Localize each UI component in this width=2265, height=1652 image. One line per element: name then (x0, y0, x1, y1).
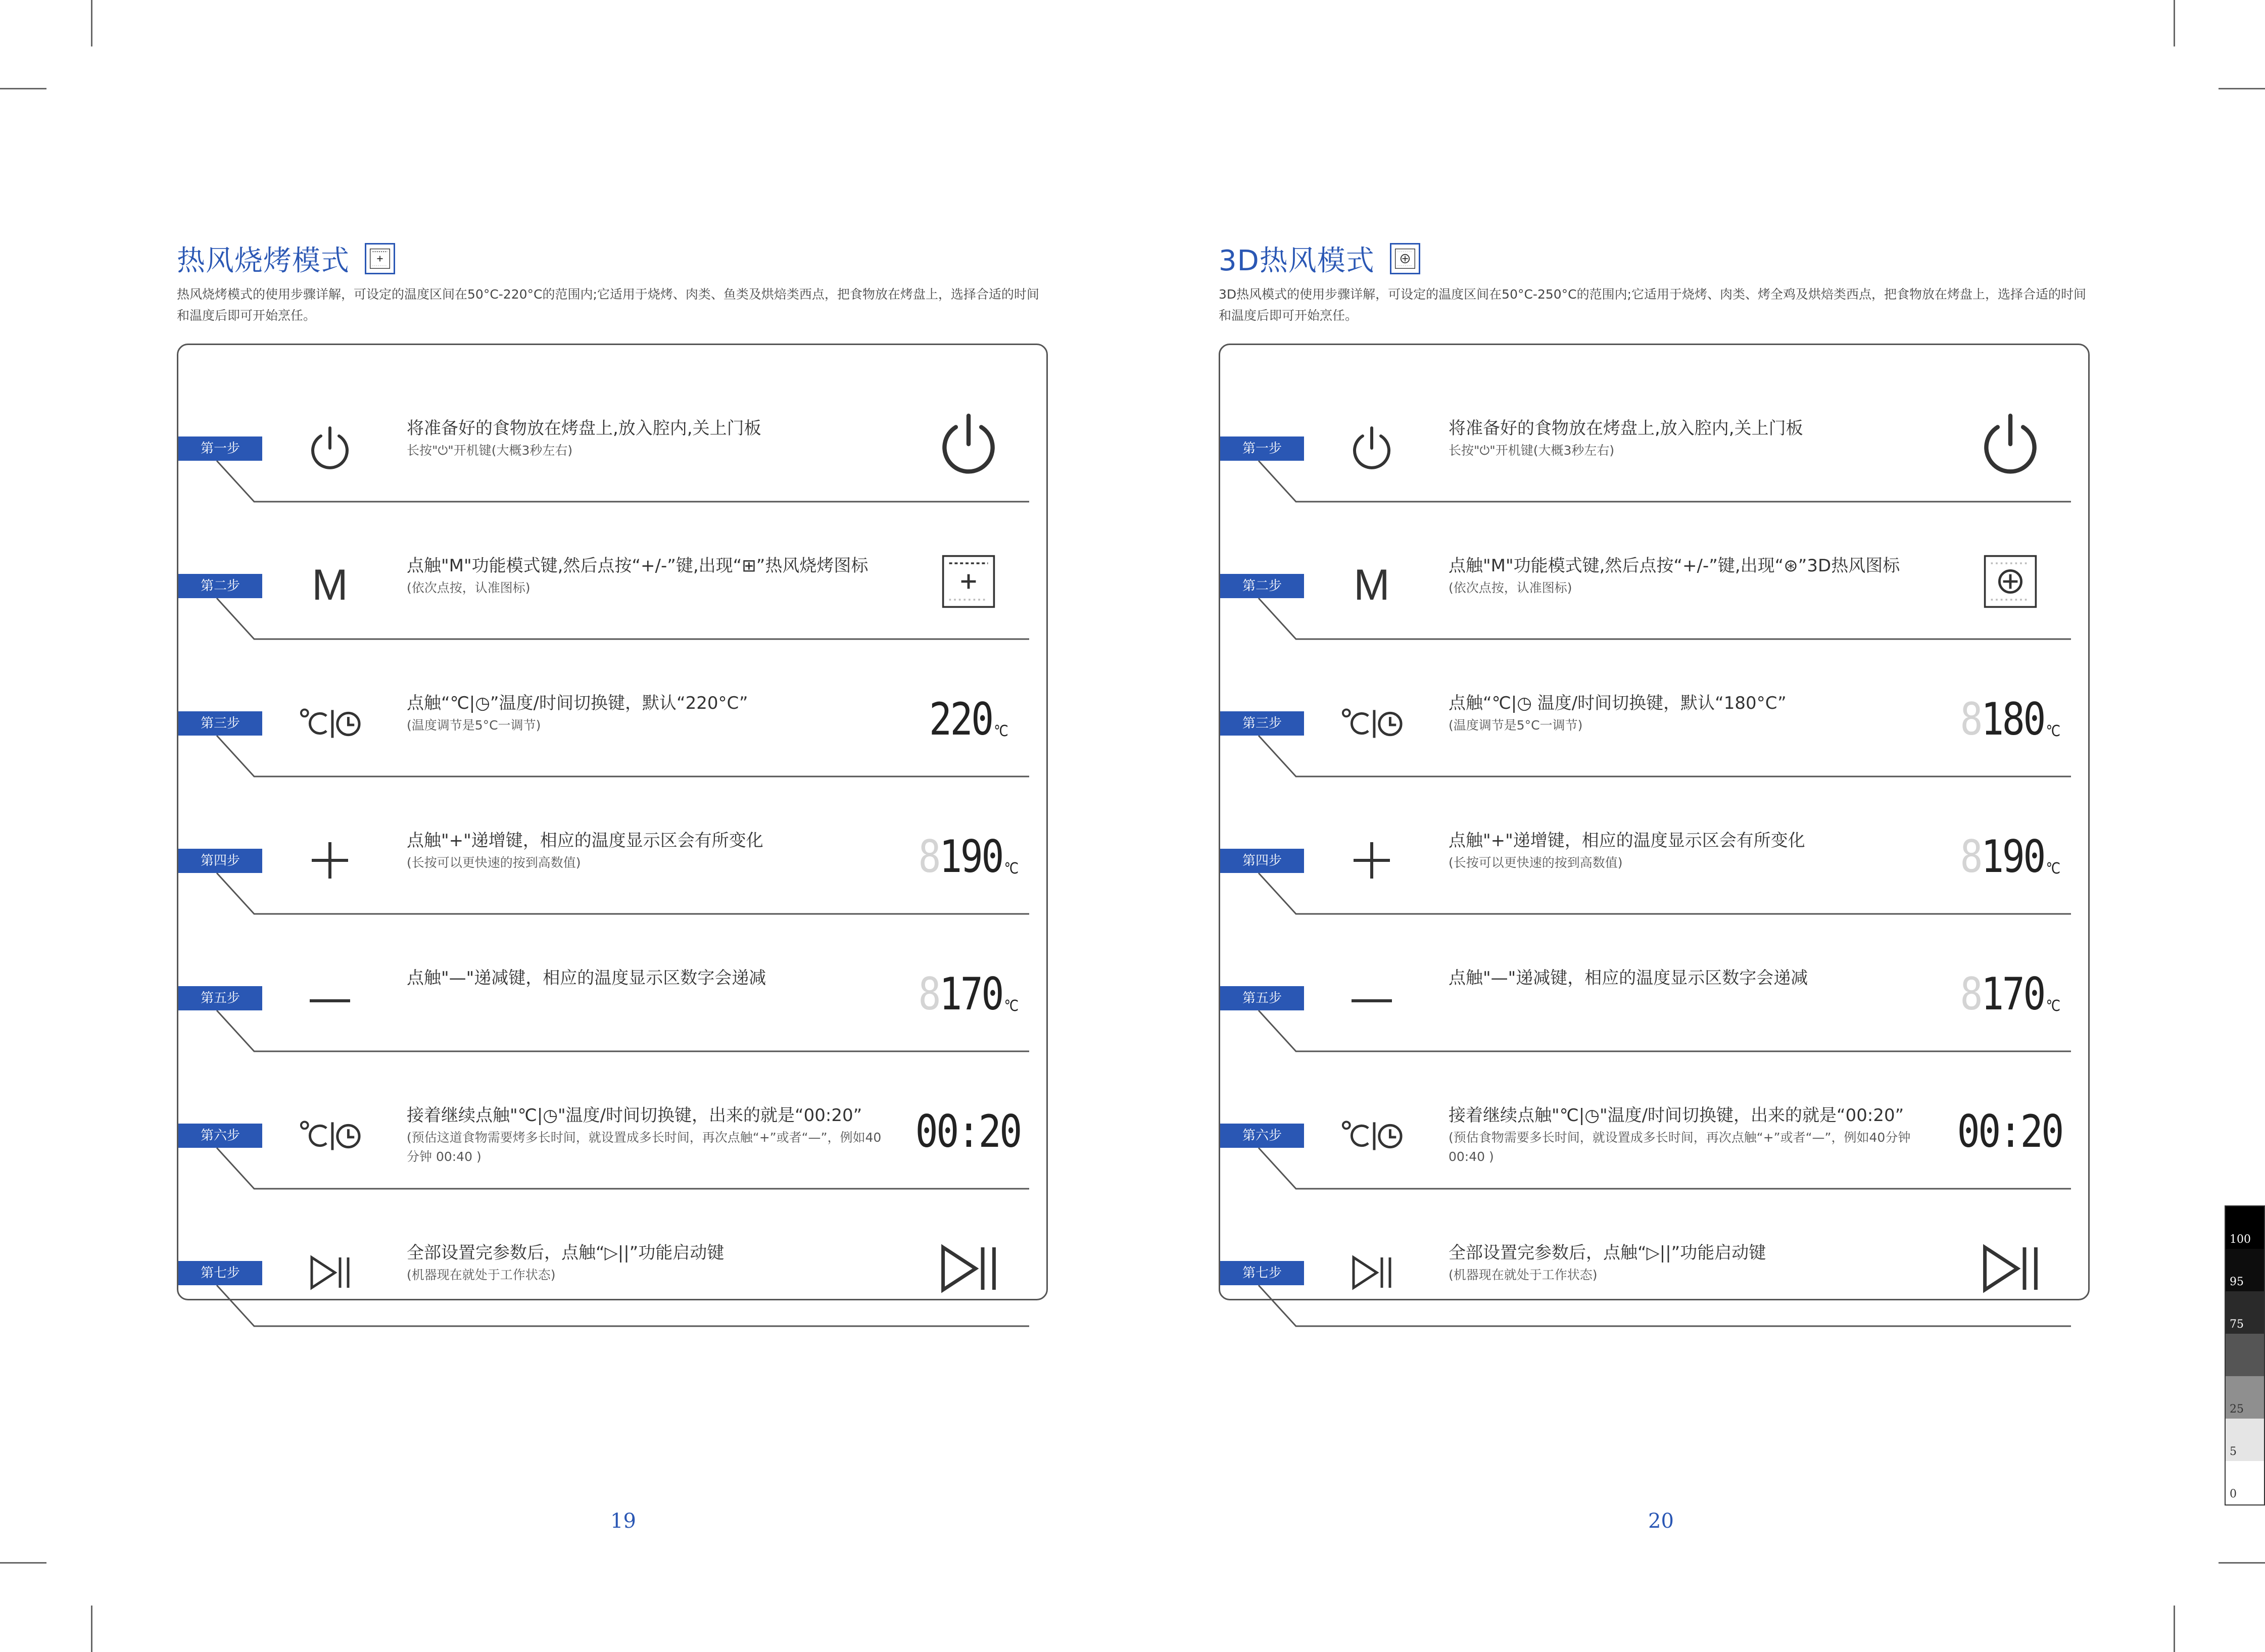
temp-time-toggle-icon (1339, 1103, 1404, 1168)
step-note-text: 长按"⏻"开机键(大概3秒左右) (407, 443, 573, 458)
crop-mark (91, 0, 92, 46)
3d-fan-mode-icon (1950, 535, 2071, 628)
power-icon (1950, 398, 2071, 491)
lcd-value: 190 (939, 830, 1003, 883)
step-label-badge: 第四步 (178, 849, 262, 873)
lcd-readout (908, 947, 1029, 1040)
intro-paragraph: 热风烧烤模式的使用步骤详解，可设定的温度区间在50°C-220°C的范围内;它适用于烧烤、肉类、鱼类及烘焙类西点，把食物放在烤盘上，选择合适的时间和温度后即可开始烹任。 (177, 287, 1039, 323)
step-row (178, 515, 1049, 652)
page-number: 19 (610, 1510, 636, 1533)
step-main-text: 点触"M"功能模式键,然后点按“+/-”键,出现“⊞”热风烧烤图标 (407, 556, 869, 576)
scale-label: 25 (2230, 1403, 2244, 1416)
step-note-text: (温度调节是5°C一调节) (1449, 718, 1583, 733)
minus-icon (298, 965, 362, 1030)
plus-icon (1339, 828, 1404, 893)
step-main-text: 全部设置完参数后，点触“▷||”功能启动键 (1449, 1243, 1766, 1263)
step-instructions (407, 965, 887, 991)
crop-mark (2174, 0, 2175, 46)
step-main-text: 点触"—"递减键，相应的温度显示区数字会递减 (407, 968, 766, 988)
step-main-text: 点触“℃|◷”温度/时间切换键，默认“220°C” (407, 693, 748, 713)
step-instructions (1449, 965, 1929, 991)
svg-text:M: M (312, 561, 348, 609)
step-row (1220, 515, 2091, 652)
scale-label: 95 (2230, 1276, 2244, 1288)
step-main-text: 点触“℃|◷ 温度/时间切换键，默认“180°C” (1449, 693, 1787, 713)
step-label-badge: 第七步 (1220, 1261, 1304, 1285)
lcd-value: 180 (1981, 693, 2045, 745)
scale-swatch (2226, 1291, 2264, 1334)
lcd-ghost-digit: 8 (918, 967, 940, 1020)
lcd-value: 00:20 (1957, 1105, 2062, 1157)
plus-icon (298, 828, 362, 893)
lcd-unit: ℃ (1004, 997, 1019, 1015)
step-instructions (407, 1240, 887, 1285)
step-note-text: 长按"⏻"开机键(大概3秒左右) (1449, 443, 1615, 458)
step-row (178, 652, 1049, 790)
steps-panel (177, 344, 1048, 1300)
step-instructions (1449, 1240, 1929, 1285)
step-row (1220, 790, 2091, 927)
lcd-readout (908, 672, 1029, 765)
minus-icon (1339, 965, 1404, 1030)
step-label-badge: 第六步 (178, 1124, 262, 1148)
crop-mark (2219, 1562, 2265, 1564)
lcd-readout (1950, 810, 2071, 903)
step-main-text: 点触"M"功能模式键,然后点按“+/-”键,出现“⊛”3D热风图标 (1449, 556, 1900, 576)
crop-mark (0, 1562, 46, 1564)
step-label-badge: 第六步 (1220, 1124, 1304, 1148)
scale-label: 5 (2230, 1445, 2237, 1458)
step-instructions (1449, 828, 1929, 872)
step-instructions (407, 1103, 887, 1167)
step-row (178, 1064, 1049, 1202)
step-note-text: (温度调节是5°C一调节) (407, 718, 541, 733)
play-pause-icon (908, 1222, 1029, 1315)
lcd-value: 170 (939, 967, 1003, 1020)
step-label-badge: 第三步 (178, 711, 262, 736)
svg-text:M: M (1354, 561, 1390, 609)
scale-swatch (2226, 1334, 2264, 1376)
step-instructions (407, 416, 887, 460)
lcd-value: 220 (929, 693, 992, 745)
step-label-badge: 第七步 (178, 1261, 262, 1285)
page-title-row (177, 237, 395, 280)
step-note-text: (长按可以更快速的按到高数值) (1449, 855, 1623, 870)
scale-swatch (2226, 1461, 2264, 1503)
page-title-row (1219, 237, 1420, 280)
step-note-text: (依次点按，认准图标) (1449, 580, 1572, 595)
play-pause-icon (1339, 1240, 1404, 1305)
play-pause-icon (1950, 1222, 2071, 1315)
temp-time-toggle-icon (298, 691, 362, 755)
scale-label: 75 (2230, 1318, 2244, 1331)
grill-fan-mode-icon (908, 535, 1029, 628)
lcd-unit: ℃ (2046, 859, 2061, 878)
step-row (1220, 927, 2091, 1064)
step-main-text: 接着继续点触"℃|◷"温度/时间切换键，出来的就是“00:20” (1449, 1105, 1904, 1126)
step-instructions (1449, 691, 1929, 735)
scale-swatch (2226, 1376, 2264, 1419)
step-row (1220, 1202, 2091, 1339)
power-icon (908, 398, 1029, 491)
lcd-ghost-digit: 8 (1960, 830, 1982, 883)
mode-m-icon (1339, 553, 1404, 618)
play-pause-icon (298, 1240, 362, 1305)
step-main-text: 点触"+"递增键，相应的温度显示区会有所变化 (1449, 831, 1805, 851)
page-number: 20 (1648, 1510, 1674, 1533)
page-title: 热风烧烤模式 (177, 245, 350, 277)
step-row (178, 377, 1049, 515)
step-main-text: 将准备好的食物放在烤盘上,放入腔内,关上门板 (1449, 418, 1803, 439)
crop-mark (0, 88, 46, 89)
lcd-ghost-digit: 8 (1960, 967, 1982, 1020)
step-instructions (1449, 553, 1929, 598)
step-instructions (1449, 416, 1929, 460)
step-label-badge: 第一步 (1220, 436, 1304, 461)
temp-time-toggle-icon (298, 1103, 362, 1168)
step-row (178, 927, 1049, 1064)
step-note-text: (长按可以更快速的按到高数值) (407, 855, 581, 870)
step-main-text: 点触"+"递增键，相应的温度显示区会有所变化 (407, 831, 763, 851)
lcd-readout (1950, 1085, 2071, 1178)
lcd-unit: ℃ (2046, 722, 2061, 740)
step-label-badge: 第五步 (178, 986, 262, 1010)
crop-mark (2219, 88, 2265, 89)
step-main-text: 全部设置完参数后，点触“▷||”功能启动键 (407, 1243, 725, 1263)
step-row (1220, 377, 2091, 515)
step-note-text: (预估这道食物需要烤多长时间，就设置成多长时间，再次点触“+”或者“—”，例如40分钟 00:40 ) (407, 1130, 882, 1164)
lcd-readout (1950, 947, 2071, 1040)
page-title: 3D热风模式 (1219, 245, 1375, 277)
step-label-badge: 第五步 (1220, 986, 1304, 1010)
step-main-text: 接着继续点触"℃|◷"温度/时间切换键，出来的就是“00:20” (407, 1105, 862, 1126)
step-note-text: (依次点按，认准图标) (407, 580, 531, 595)
step-instructions (407, 553, 887, 598)
scale-swatch (2226, 1206, 2264, 1249)
step-note-text: (预估食物需要多长时间，就设置成多长时间，再次点触“+”或者“—”，例如40分钟 00:40 ) (1449, 1130, 1911, 1164)
steps-panel (1219, 344, 2090, 1300)
mode-m-icon (298, 553, 362, 618)
step-main-text: 点触"—"递减键，相应的温度显示区数字会递减 (1449, 968, 1808, 988)
lcd-unit: ℃ (1004, 859, 1019, 878)
lcd-ghost-digit: 8 (1960, 693, 1982, 745)
step-label-badge: 第三步 (1220, 711, 1304, 736)
scale-swatch (2226, 1249, 2264, 1291)
lcd-readout (908, 1085, 1029, 1178)
step-note-text: (机器现在就处于工作状态) (407, 1268, 556, 1282)
lcd-unit: ℃ (2046, 997, 2061, 1015)
grayscale-calibration-bar (2225, 1205, 2265, 1505)
lcd-ghost-digit: 8 (918, 830, 940, 883)
grill-fan-mode-icon (365, 243, 395, 274)
scale-label: 0 (2230, 1488, 2237, 1500)
step-instructions (1449, 1103, 1929, 1167)
3d-fan-mode-icon (1390, 243, 1420, 274)
step-label-badge: 第四步 (1220, 849, 1304, 873)
step-row (178, 790, 1049, 927)
step-label-badge: 第一步 (178, 436, 262, 461)
power-icon (1339, 416, 1404, 480)
crop-mark (91, 1606, 92, 1652)
intro-paragraph: 3D热风模式的使用步骤详解，可设定的温度区间在50°C-250°C的范围内;它适用于烧烤、肉类、烤全鸡及烘焙类西点，把食物放在烤盘上，选择合适的时间和温度后即可开始烹任。 (1219, 287, 2087, 323)
step-row (1220, 652, 2091, 790)
crop-mark (2174, 1606, 2175, 1652)
step-note-text: (机器现在就处于工作状态) (1449, 1268, 1598, 1282)
lcd-value: 190 (1981, 830, 2045, 883)
step-row (178, 1202, 1049, 1339)
step-main-text: 将准备好的食物放在烤盘上,放入腔内,关上门板 (407, 418, 761, 439)
lcd-value: 170 (1981, 967, 2045, 1020)
lcd-unit: ℃ (993, 722, 1008, 740)
power-icon (298, 416, 362, 480)
lcd-value: 00:20 (915, 1105, 1021, 1157)
step-instructions (407, 828, 887, 872)
temp-time-toggle-icon (1339, 691, 1404, 755)
step-row (1220, 1064, 2091, 1202)
manual-page (1219, 0, 2090, 1652)
lcd-readout (908, 810, 1029, 903)
scale-swatch (2226, 1419, 2264, 1461)
lcd-readout (1950, 672, 2071, 765)
scale-label: 100 (2230, 1233, 2251, 1246)
step-label-badge: 第二步 (178, 574, 262, 598)
step-label-badge: 第二步 (1220, 574, 1304, 598)
manual-page (177, 0, 1048, 1652)
step-instructions (407, 691, 887, 735)
